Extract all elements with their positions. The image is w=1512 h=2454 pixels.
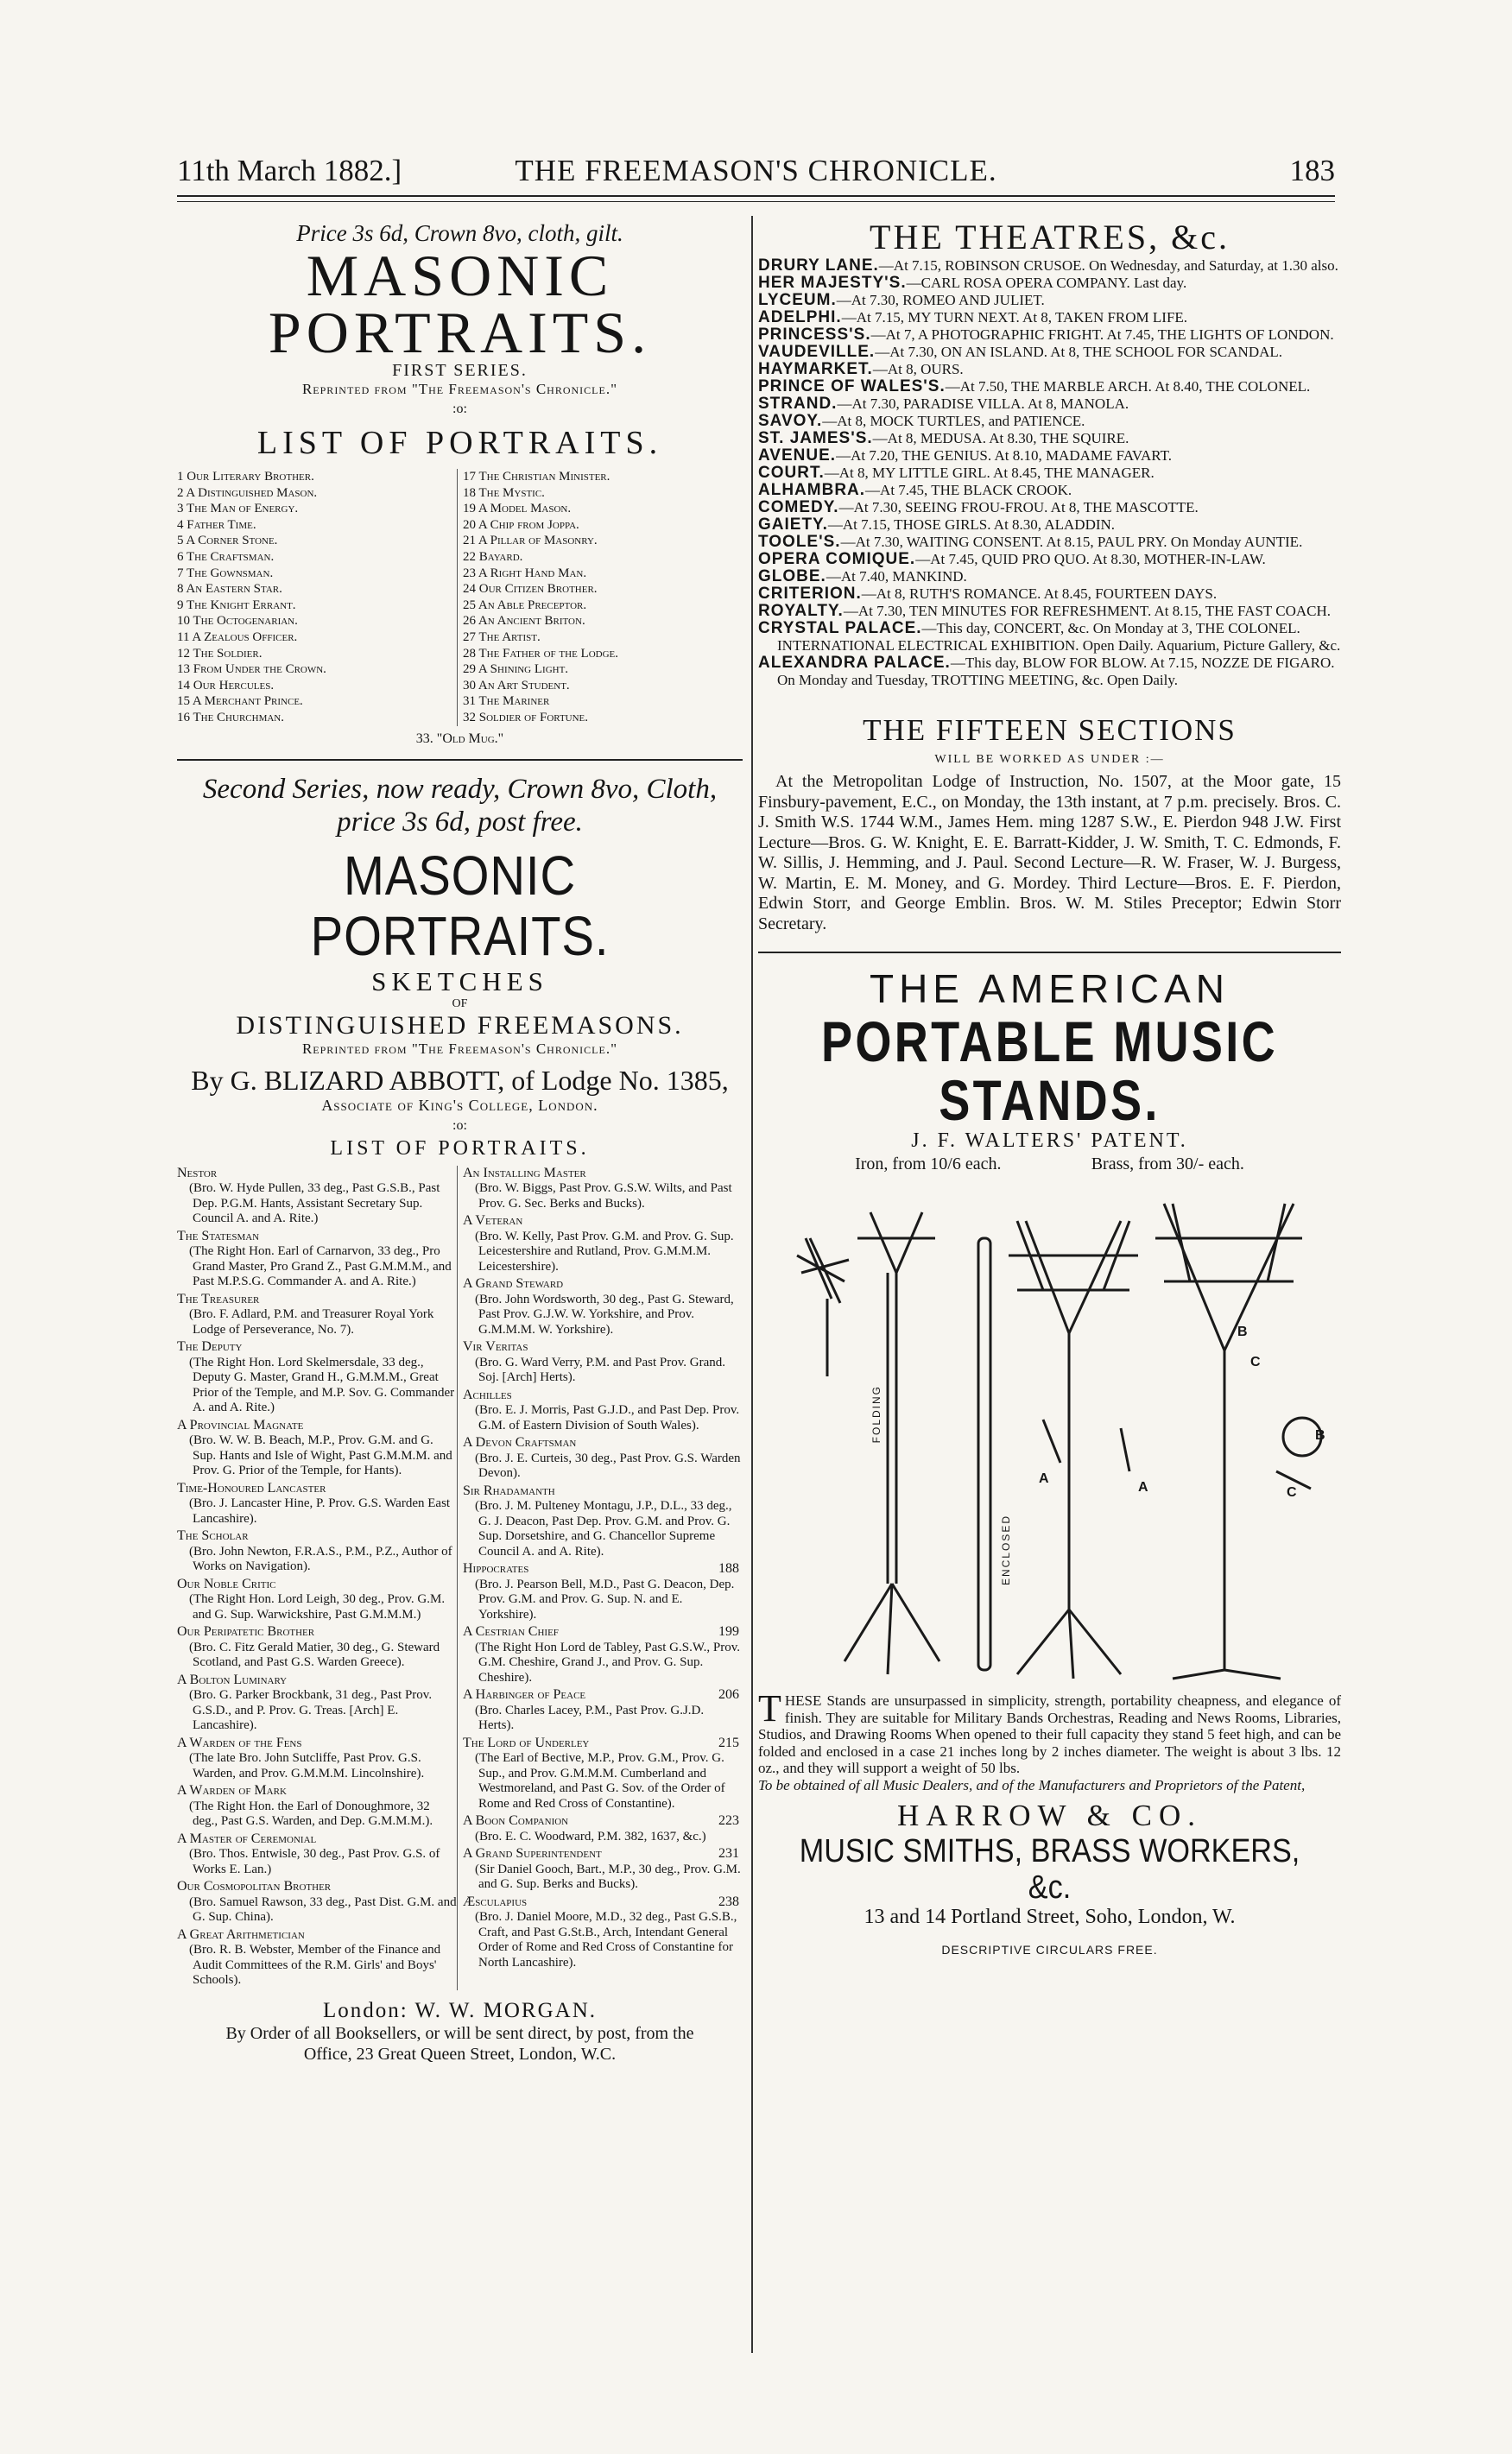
publication-title: THE FREEMASON'S CHRONICLE. [515, 154, 997, 187]
second-series-portraits [177, 1166, 743, 1990]
portrait-entry: A Warden of Mark (The Right Hon. the Earl of Donoughmore, 32 deg., Past G.S. Warden, and Dep. G.M.M.M.). [177, 1783, 433, 1828]
portrait-entry: Our Peripatetic Brother (Bro. C. Fitz Gerald Matier, 30 deg., G. Steward Scotland, and Past G.S. Warden Greece). [177, 1624, 440, 1669]
fifteen-sections-body: At the Metropolitan Lodge of Instruction, No. 1507, at the Moor gate, 15 Finsbury-pavement, E.C., on Monday, the 13th instant, at 7 p.m. precisely. Bros. C. J. Smith W.S. 1744 W.M., James Hem. ming 1287 S.W., E. Pierdon 948 J.W. First Lecture—Bros. G. W. Knight, E. E. Barratt-Kidder, J. W. Smith, T. C. Edmonds, F. W. Sillis, J. Hemming, and J. Paul. Second Lecture—R. W. Fraser, W. J. Burgess, W. Martin, E. M. Money, and G. Mordey. Third Lecture—Bros. E. F. Pierdon, Edwin Storr, and George Emblin. Bros. W. M. Stiles Preceptor; Edwin Storr Secretary. [758, 772, 1341, 933]
music-stand-engraving-icon [758, 1178, 1341, 1687]
theatre-listing: OPERA COMIQUE.—At 7.45, QUID PRO QUO. At 8.30, MOTHER-IN-LAW. [758, 550, 1266, 568]
list-item: 28 The Father of the Lodge. [463, 646, 618, 661]
portrait-entry: A Cestrian Chief 199 (The Right Hon Lord de Tabley, Past G.S.W., Prov. G.M. Cheshire, Grand J., and Prov. G. Sup. Cheshire). [463, 1624, 740, 1685]
theatre-listing: COMEDY.—At 7.30, SEEING FROU-FROU. At 8, THE MASCOTTE. [758, 498, 1199, 516]
stands-description: THESE Stands are unsurpassed in simplicity, strength, portability cheapness, and elegance of finish. They are suitable for Military Bands Orchestras, Reading and News Rooms, Libraries, Studios, and Drawing Rooms When opened to their full capacity they stand 5 feet high, and can be folded and enclosed in a case 21 inches long by 2 inches diameter. The weight is about 3 lbs. 12 oz., and they will support a weight of 50 lbs. [758, 1687, 1341, 1776]
publisher-line: London: W. W. MORGAN. [322, 1998, 598, 2022]
stand-label-a: A [1039, 1471, 1049, 1486]
theatre-listing: ALHAMBRA.—At 7.45, THE BLACK CROOK. [758, 481, 1072, 499]
list-item: 30 An Art Student. [463, 678, 570, 693]
portrait-entry: A Provincial Magnate (Bro. W. W. B. Beach, M.P., Prov. G.M. and G. Sup. Hants and Isle of Wight, Past G.M.M.M. and Prov. G. Prior of the Temple, for Hants). [177, 1417, 452, 1477]
portrait-entry: The Deputy (The Right Hon. Lord Skelmersdale, 33 deg., Deputy G. Master, Grand H., G.M.M.M., Great Prior of the Temple, and M.P. Sov. G. Commander A. and A. Rite.) [177, 1339, 455, 1414]
portrait-entry: A Boon Companion 223 (Bro. E. C. Woodward, P.M. 382, 1637, &c.) [463, 1813, 739, 1844]
theatre-listing: HER MAJESTY'S.—CARL ROSA OPERA COMPANY. Last day. [758, 274, 1187, 292]
portrait-entry: A Veteran (Bro. W. Kelly, Past Prov. G.M. and Prov. G. Sup. Leicestershire and Rutland, Prov. G.M.M.M. Leicestershire). [463, 1213, 734, 1274]
list-item: 25 An Able Preceptor. [463, 598, 587, 612]
page-number: 183 [1289, 154, 1335, 187]
second-series-associate: Associate of King's College, London. [321, 1096, 598, 1114]
stand-label-c: C [1250, 1355, 1261, 1369]
second-series-reprinted: Reprinted from "The Freemason's Chronicle." [301, 1040, 618, 1057]
list-item: 19 A Model Mason. [463, 502, 572, 516]
list-item: 6 The Craftsman. [177, 549, 275, 564]
list-item: 9 The Knight Errant. [177, 598, 296, 612]
first-series-label: FIRST SERIES. [392, 361, 528, 380]
second-series-portraits-right [457, 1166, 743, 1990]
theatre-listing: LYCEUM.—At 7.30, ROMEO AND JULIET. [758, 291, 1045, 309]
maker-address: 13 and 14 Portland Street, Soho, London, W. [864, 1906, 1236, 1928]
column-divider [751, 216, 753, 2353]
stands-heading-line-2: PORTABLE MUSIC STANDS. [820, 1009, 1278, 1132]
running-head [177, 154, 1335, 195]
theatre-listing: TOOLE'S.—At 7.30, WAITING CONSENT. At 8.15, PAUL PRY. On Monday AUNTIE. [758, 533, 1303, 551]
maker-name: HARROW & CO. [896, 1799, 1202, 1832]
portrait-entry: Achilles (Bro. E. J. Morris, Past G.J.D., and Past Dep. Prov. G.M. of Eastern Division of South Wales). [463, 1387, 740, 1433]
list-item: 10 The Octogenarian. [177, 614, 298, 629]
portrait-entry: Time-Honoured Lancaster (Bro. J. Lancaster Hine, P. Prov. G.S. Warden East Lancashire). [177, 1480, 451, 1526]
first-series-last-item: 33. "Old Mug." [415, 731, 504, 746]
circulars-note: DESCRIPTIVE CIRCULARS FREE. [941, 1943, 1158, 1957]
list-item: 17 The Christian Minister. [463, 470, 610, 484]
theatre-listing: AVENUE.—At 7.20, THE GENIUS. At 8.10, MADAME FAVART. [758, 446, 1172, 465]
theatre-listing: ADELPHI.—At 7.15, MY TURN NEXT. At 8, TAKEN FROM LIFE. [758, 308, 1188, 326]
first-series-reprinted: Reprinted from "The Freemason's Chronicle." [301, 381, 618, 397]
list-item: 32 Soldier of Fortune. [463, 710, 589, 724]
list-item: 23 A Right Hand Man. [463, 566, 587, 580]
list-item: 13 From Under the Crown. [177, 662, 326, 677]
stand-label-b: B [1237, 1325, 1248, 1339]
section-rule [758, 952, 1341, 953]
portrait-entry: A Bolton Luminary (Bro. G. Parker Brockbank, 31 deg., Past Prov. G.S.D., and P. Prov. G. Treas. [Arch] E. Lancashire). [177, 1672, 433, 1732]
stands-prices [810, 1154, 1289, 1174]
theatre-listing: PRINCESS'S.—At 7, A PHOTOGRAPHIC FRIGHT. At 7.45, THE LIGHTS OF LONDON. [758, 326, 1334, 344]
portrait-entry: Sir Rhadamanth (Bro. J. M. Pulteney Montagu, J.P., D.L., 33 deg., G. J. Deacon, Past Dep. Prov. G.M. and Prov. G. Sup. Dorsetshire, and G. Chancellor Supreme Council A. and A. Rite). [463, 1483, 732, 1559]
second-series-distinguished: DISTINGUISHED FREEMASONS. [236, 1010, 684, 1040]
brass-price: Brass, from 30/- each. [1091, 1154, 1244, 1173]
theatre-listing: PRINCE OF WALES'S.—At 7.50, THE MARBLE ARCH. At 8.40, THE COLONEL. [758, 377, 1311, 395]
second-series-portraits-left [177, 1166, 457, 1990]
theatre-listing: VAUDEVILLE.—At 7.30, ON AN ISLAND. At 8, THE SCHOOL FOR SCANDAL. [758, 343, 1283, 361]
first-series-portraits-right [457, 469, 743, 726]
first-series-divider: :o: [452, 402, 467, 416]
portrait-entry: Æsculapius 238 (Bro. J. Daniel Moore, M.D., 32 deg., Past G.S.B., Craft, and Past G.St.B., Arch, Intendant General Order of Rome and Red Cross of Constantine for North Lancashire). [463, 1894, 739, 1970]
list-item: 29 A Shining Light. [463, 662, 569, 677]
list-item: 2 A Distinguished Mason. [177, 485, 318, 500]
second-series-list-heading: LIST OF PORTRAITS. [330, 1136, 590, 1160]
drop-cap: T [758, 1687, 781, 1730]
portrait-entry: An Installing Master (Bro. W. Biggs, Past Prov. G.S.W. Wilts, and Past Prov. G. Sec. Berks and Bucks). [463, 1165, 732, 1211]
stands-patent: J. F. WALTERS' PATENT. [911, 1129, 1188, 1152]
stands-obtained: To be obtained of all Music Dealers, and of the Manufacturers and Proprietors of the Patent, [758, 1776, 1306, 1793]
list-item: 20 A Chip from Joppa. [463, 517, 579, 532]
theatre-listing: COURT.—At 8, MY LITTLE GIRL. At 8.45, THE MANAGER. [758, 464, 1155, 482]
second-series-of: OF [452, 996, 468, 1010]
theatre-listing: ALEXANDRA PALACE.—This day, BLOW FOR BLOW. At 7.15, NOZZE DE FIGARO. On Monday and Tuesday, TROTTING MEETING, &c. Open Daily. [758, 654, 1335, 688]
theatre-listing: GAIETY.—At 7.15, THOSE GIRLS. At 8.30, ALADDIN. [758, 515, 1116, 534]
list-item: 24 Our Citizen Brother. [463, 582, 598, 597]
portrait-entry: A Grand Superintendent 231 (Sir Daniel Gooch, Bart., M.P., 30 deg., Prov. G.M. and G. Sup. Berks and Bucks). [463, 1846, 741, 1891]
list-item: 3 The Man of Energy. [177, 502, 299, 516]
portrait-entry: Our Cosmopolitan Brother (Bro. Samuel Rawson, 33 deg., Past Dist. G.M. and G. Sup. China). [177, 1879, 457, 1924]
list-item: 14 Our Hercules. [177, 678, 275, 693]
list-item: 18 The Mystic. [463, 485, 545, 500]
first-series-portraits-left [177, 469, 457, 726]
portrait-entry: Our Noble Critic (The Right Hon. Lord Leigh, 30 deg., Prov. G.M. and G. Sup. Warwickshire, Past G.M.M.M.) [177, 1576, 446, 1622]
list-item: 5 A Corner Stone. [177, 534, 278, 548]
order-line-2: Office, 23 Great Queen Street, London, W.C. [303, 2044, 617, 2064]
portrait-entry: Nestor (Bro. W. Hyde Pullen, 33 deg., Past G.S.B., Past Dep. P.G.M. Hants, Assistant Secretary Sup. Council A. and A. Rite.) [177, 1165, 440, 1225]
music-stands-illustration [758, 1178, 1341, 1687]
portrait-entry: The Statesman (The Right Hon. Earl of Carnarvon, 33 deg., Pro Grand Master, Pro Grand Z., Past G.M.M.M., and Past M.P.S.G. Commander A. and A. Rite.) [177, 1228, 452, 1288]
portrait-entry: The Treasurer (Bro. F. Adlard, P.M. and Treasurer Royal York Lodge of Perseverance, No. 7). [177, 1291, 434, 1337]
list-item: 31 The Mariner [463, 694, 550, 709]
list-item: 22 Bayard. [463, 549, 523, 564]
folding-label: FOLDING [870, 1385, 883, 1444]
portrait-entry: The Lord of Underley 215 (The Earl of Bective, M.P., Prov. G.M., Prov. G. Sup., and Prov. G.M.M.M. Cumberland and Westmoreland, and Past G. Sov. of the Order of Rome and Red Cross of Constantine). [463, 1735, 739, 1811]
fifteen-sections-title: THE FIFTEEN SECTIONS [863, 713, 1237, 747]
portrait-entry: Vir Veritas (Bro. G. Ward Verry, P.M. and Past Prov. Grand. Soj. [Arch] Herts). [463, 1339, 726, 1384]
list-item: 27 The Artist. [463, 629, 541, 644]
theatres-list [758, 257, 1341, 689]
list-item: 12 The Soldier. [177, 646, 263, 661]
header-rule [177, 195, 1335, 202]
portrait-entry: A Devon Craftsman (Bro. J. E. Curteis, 30 deg., Past Prov. G.S. Warden Devon). [463, 1435, 741, 1480]
theatre-listing: DRURY LANE.—At 7.15, ROBINSON CRUSOE. On Wednesday, and Saturday, at 1.30 also. [758, 256, 1338, 275]
theatre-listing: GLOBE.—At 7.40, MANKIND. [758, 567, 967, 585]
enclosed-label: ENCLOSED [1000, 1515, 1012, 1586]
portrait-entry: A Great Arithmetician (Bro. R. B. Webster, Member of the Finance and Audit Committees of the R.M. Girls' and Boys' Schools). [177, 1926, 441, 1987]
list-item: 21 A Pillar of Masonry. [463, 534, 598, 548]
first-series-portraits [177, 469, 743, 726]
portrait-entry: A Harbinger of Peace 206 (Bro. Charles Lacey, P.M., Past Prov. G.J.D. Herts). [463, 1687, 739, 1732]
stand-label-b: B [1315, 1428, 1325, 1443]
second-series-title: MASONIC PORTRAITS. [310, 844, 610, 967]
list-item: 11 A Zealous Officer. [177, 629, 298, 644]
portrait-entry: A Warden of the Fens (The late Bro. John Sutcliffe, Past Prov. G.S. Warden, and Prov. G.M.M.M. Lincolnshire). [177, 1735, 425, 1780]
second-series-divider: :o: [452, 1117, 467, 1133]
second-series-line-1: Second Series, now ready, Crown 8vo, Cloth, [202, 773, 718, 805]
list-item: 16 The Churchman. [177, 710, 284, 724]
list-item: 7 The Gownsman. [177, 566, 274, 580]
second-series-sketches: SKETCHES [371, 965, 548, 996]
portrait-entry: The Scholar (Bro. John Newton, F.R.A.S., P.M., P.Z., Author of Works on Navigation). [177, 1528, 452, 1573]
right-column [758, 212, 1341, 2388]
theatre-listing: CRITERION.—At 8, RUTH'S ROMANCE. At 8.45, FOURTEEN DAYS. [758, 585, 1218, 603]
stands-heading-line-1: THE AMERICAN [869, 966, 1230, 1011]
second-series-author: By G. BLIZARD ABBOTT, of Lodge No. 1385, [191, 1064, 729, 1096]
theatre-listing: STRAND.—At 7.30, PARADISE VILLA. At 8, MANOLA. [758, 395, 1129, 413]
list-item: 1 Our Literary Brother. [177, 470, 314, 484]
list-item: 15 A Merchant Prince. [177, 694, 303, 709]
first-series-list-heading: LIST OF PORTRAITS. [256, 425, 663, 461]
portrait-entry: A Grand Steward (Bro. John Wordsworth, 30 deg., Past G. Steward, Past Prov. G.J.W. W. Yorkshire, and Prov. G.M.M.M. W. Yorkshire). [463, 1276, 734, 1337]
list-item: 8 An Eastern Star. [177, 582, 282, 597]
theatres-title: THE THEATRES, &c. [870, 218, 1230, 256]
maker-trade: MUSIC SMITHS, BRASS WORKERS, &c. [799, 1833, 1300, 1906]
first-series-title: MASONIC PORTRAITS. [268, 243, 652, 365]
theatre-listing: ROYALTY.—At 7.30, TEN MINUTES FOR REFRESHMENT. At 8.15, THE FAST COACH. [758, 602, 1332, 620]
list-item: 4 Father Time. [177, 517, 256, 532]
portrait-entry: A Master of Ceremonial (Bro. Thos. Entwisle, 30 deg., Past Prov. G.S. of Works E. Lan.) [177, 1831, 440, 1876]
order-line-1: By Order of all Booksellers, or will be sent direct, by post, from the [225, 2023, 694, 2043]
portrait-entry: Hippocrates 188 (Bro. J. Pearson Bell, M.D., Past G. Deacon, Dep. Prov. G.M. and Prov. G. Sup. N. and E. Yorkshire). [463, 1561, 739, 1622]
issue-date: 11th March 1882.] [177, 154, 402, 187]
theatre-listing: HAYMARKET.—At 8, OURS. [758, 360, 964, 378]
section-rule [177, 759, 743, 761]
fifteen-sections-subtitle: WILL BE WORKED AS UNDER :— [934, 753, 1165, 766]
theatre-listing: ST. JAMES'S.—At 8, MEDUSA. At 8.30, THE SQUIRE. [758, 429, 1129, 447]
theatre-listing: SAVOY.—At 8, MOCK TURTLES, and PATIENCE. [758, 412, 1085, 430]
left-column [177, 212, 743, 2388]
theatre-listing: CRYSTAL PALACE.—This day, CONCERT, &c. On Monday at 3, THE COLONEL. INTERNATIONAL ELECTRICAL EXHIBITION. Open Daily. Aquarium, Picture Gallery, &c. [758, 619, 1341, 654]
list-item: 26 An Ancient Briton. [463, 614, 585, 629]
stand-label-a: A [1138, 1480, 1148, 1495]
iron-price: Iron, from 10/6 each. [855, 1154, 1002, 1173]
second-series-line-2: price 3s 6d, post free. [337, 806, 583, 838]
first-series-price: Price 3s 6d, Crown 8vo, cloth, gilt. [296, 220, 623, 246]
stand-label-c: C [1287, 1485, 1297, 1500]
